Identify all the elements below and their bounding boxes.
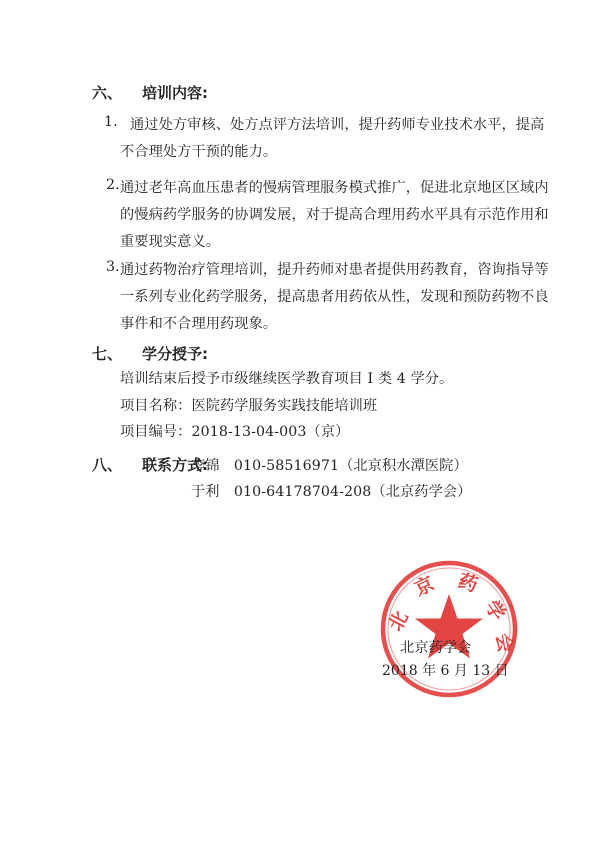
item-3-line-3: 事件和不合理用药现象。	[120, 316, 278, 332]
contact-1: 李锦 010-58516971（北京积水潭医院）	[191, 458, 468, 474]
seal-char-2: 京	[411, 572, 438, 601]
project-name-line: 项目名称：医院药学服务实践技能培训班	[120, 398, 378, 414]
section-6-number: 六、	[92, 84, 123, 102]
item-1-line-2: 不合理处方干预的能力。	[120, 144, 278, 160]
section-8-number: 八、	[92, 456, 123, 474]
section-8-title: 联系方式:	[142, 456, 209, 474]
seal-char-3: 药	[455, 569, 481, 597]
item-3-number: 3.	[106, 259, 120, 275]
item-2-line-3: 重要现实意义。	[120, 234, 221, 250]
section-7-title: 学分授予:	[142, 345, 209, 363]
credit-line: 培训结束后授予市级继续医学教育项目 I 类 4 学分。	[120, 371, 454, 387]
item-1-line-1: 通过处方审核、处方点评方法培训，提升药师专业技术水平，提高	[130, 117, 545, 133]
section-6-title: 培训内容:	[142, 84, 209, 102]
item-1-number: 1.	[104, 114, 118, 130]
signature-date: 2018 年 6 月 13 日	[382, 663, 509, 679]
seal-char-4: 学	[480, 596, 510, 625]
item-2-line-2: 的慢病药学服务的协调发展，对于提高合理用药水平具有示范作用和	[120, 207, 549, 223]
seal-char-5: 会	[491, 631, 517, 655]
item-3-line-2: 一系列专业化药学服务，提高患者用药依从性，发现和预防药物不良	[120, 289, 549, 305]
seal-char-1: 北	[384, 607, 413, 635]
signature-org: 北京药学会	[400, 640, 472, 656]
section-6-heading	[92, 82, 208, 103]
section-7-number: 七、	[92, 345, 123, 363]
item-2-number: 2.	[106, 177, 120, 193]
project-code-line: 项目编号：2018-13-04-003（京）	[120, 424, 350, 440]
section-7-heading	[92, 343, 208, 364]
item-2-line-1: 通过老年高血压患者的慢病管理服务模式推广，促进北京地区区域内	[120, 180, 549, 196]
contact-2: 于利 010-64178704-208（北京药学会）	[191, 484, 472, 500]
item-3-line-1: 通过药物治疗管理培训，提升药师对患者提供用药教育，咨询指导等	[120, 262, 549, 278]
